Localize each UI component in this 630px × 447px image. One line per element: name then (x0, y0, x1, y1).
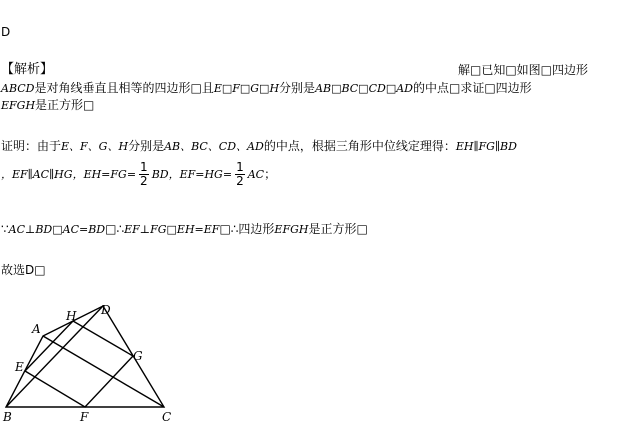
analysis-line-3 (1, 97, 94, 114)
analysis-text: 是正方形□ (35, 98, 95, 112)
analysis-text: 分别是 (279, 81, 316, 95)
proof-text: 的中点，根据三角形中位线定理得： (263, 139, 456, 153)
quad-efgh: EFGH (274, 223, 309, 236)
label-g: G (133, 349, 143, 363)
quad-abcd: ABCD (1, 82, 35, 95)
proof-equation-2: BD，EF=HG= (151, 168, 233, 181)
proof-text: ； (264, 167, 277, 181)
points-efgh: E□F□G□H (213, 82, 280, 95)
analysis-line-2 (1, 80, 532, 97)
proof-equation-3: AC (247, 168, 265, 181)
label-c: C (162, 410, 172, 424)
diagonal-bd (6, 306, 103, 407)
proof-points: E、F、G、H (61, 140, 129, 153)
label-f: F (80, 410, 89, 424)
label-a: A (32, 322, 41, 336)
fraction-numerator: 1 (236, 160, 244, 174)
conclusion: 故选D□ (1, 263, 46, 277)
label-e: E (15, 360, 24, 374)
because-symbol: ∵ (1, 222, 9, 236)
fraction-one-half (235, 161, 245, 188)
proof-text: 证明：由于 (1, 139, 62, 153)
proof-line-2 (1, 160, 276, 189)
proof-text: 是正方形□ (308, 222, 368, 236)
proof-result: EF⊥FG□EH=EF (124, 223, 220, 236)
proof-sides: AB、BC、CD、AD (164, 140, 264, 153)
proof-line-3 (1, 221, 368, 238)
analysis-intro-right: 解□已知□如图□四边形 (458, 63, 589, 77)
fraction-denominator: 2 (140, 174, 148, 188)
fraction-one-half (139, 161, 149, 188)
analysis-tag: 【解析】 (1, 62, 54, 77)
proof-equation-1: ，EF∥AC∥HG，EH=FG= (1, 168, 137, 181)
parallel-eh-fg-bd: EH∥FG∥BD (455, 140, 517, 153)
analysis-text: 是对角线垂直且相等的四边形□且 (34, 81, 214, 95)
proof-line-1 (1, 138, 517, 155)
therefore-symbol: □∴ (105, 222, 125, 236)
quadrilateral-efgh (25, 321, 133, 407)
proof-condition: AC⊥BD□AC=BD (8, 223, 106, 236)
label-h: H (66, 309, 77, 323)
label-b: B (3, 410, 12, 424)
answer-letter: D (1, 25, 11, 39)
proof-text: 分别是 (128, 139, 165, 153)
diagonal-ac (43, 336, 164, 407)
label-d: D (101, 303, 111, 317)
fraction-denominator: 2 (236, 174, 244, 188)
analysis-text: 的中点□求证□四边形 (412, 81, 532, 95)
fraction-numerator: 1 (140, 160, 148, 174)
geometry-figure (0, 290, 200, 430)
proof-text: □∴四边形 (219, 222, 275, 236)
sides-list: AB□BC□CD□AD (315, 82, 413, 95)
quad-efgh: EFGH (1, 99, 36, 112)
